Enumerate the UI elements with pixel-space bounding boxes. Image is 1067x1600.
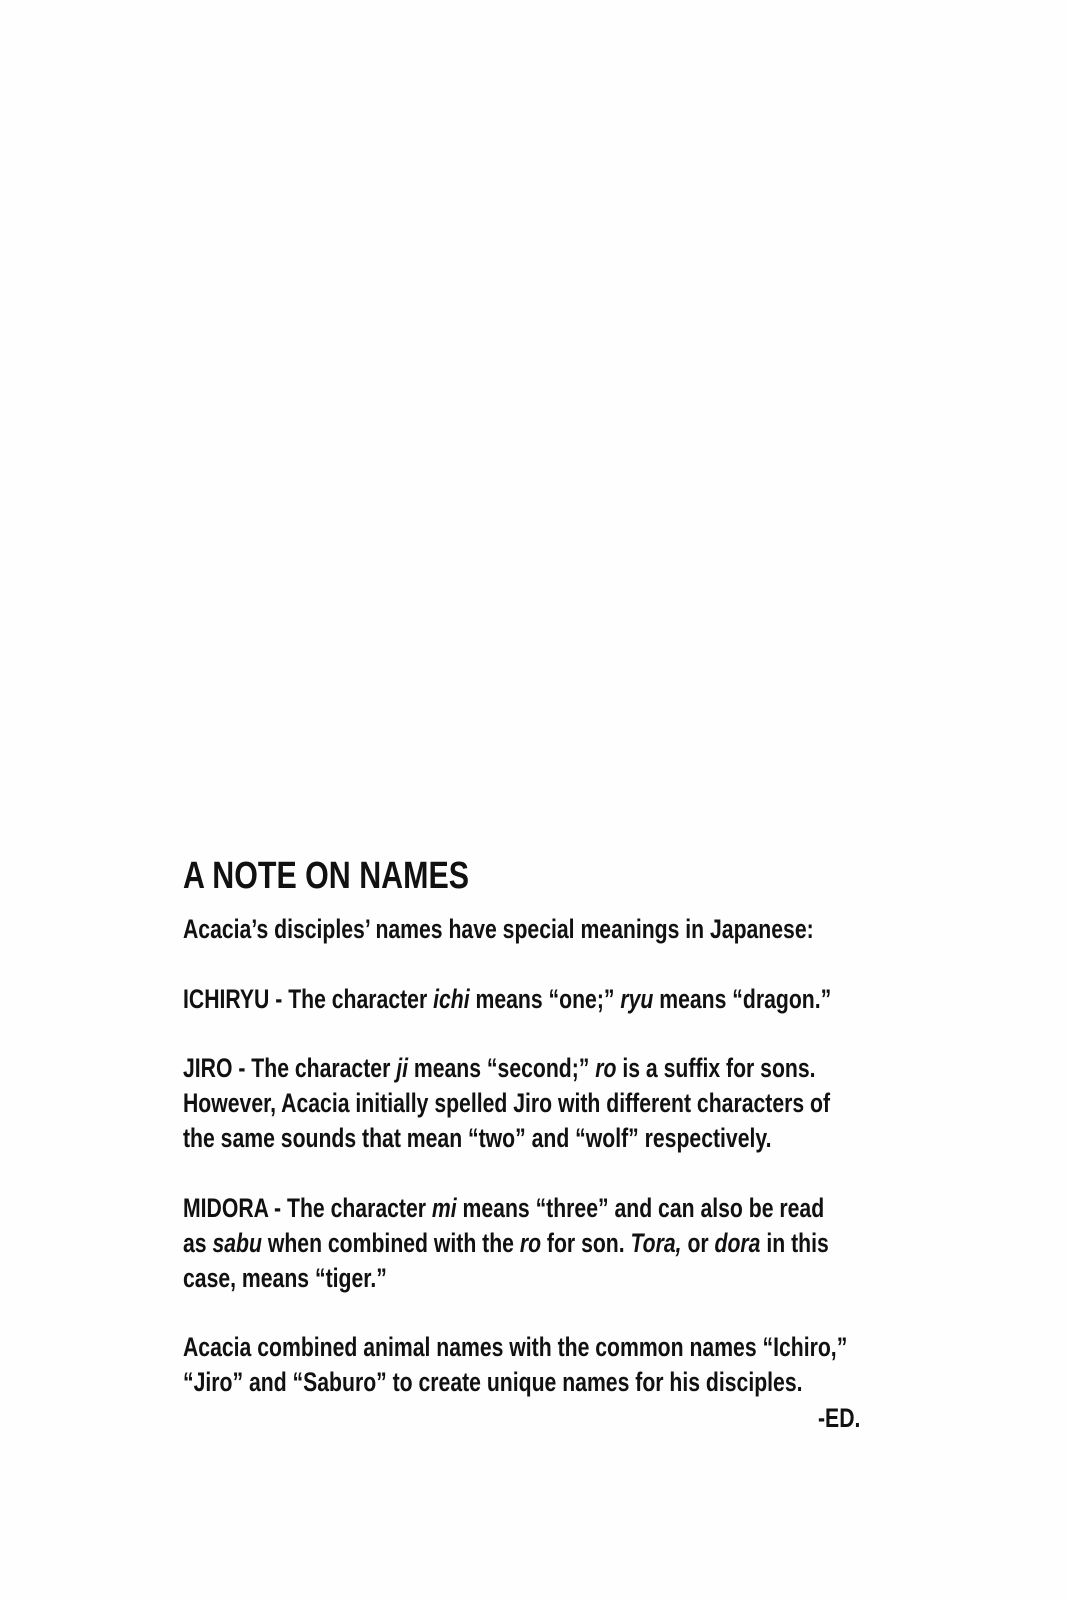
text-segment: as: [183, 1228, 213, 1258]
text-segment: “Jiro” and “Saburo” to create unique names for his disciples.: [183, 1367, 803, 1397]
text-segment: for son.: [541, 1228, 631, 1258]
text-segment: or: [681, 1228, 715, 1258]
italic-term: ichi: [433, 984, 470, 1014]
text-line: [183, 1051, 816, 1085]
text-line: [183, 1365, 803, 1399]
page-title: A NOTE ON NAMES: [183, 855, 469, 897]
text-segment: means “three” and can also be read: [456, 1193, 825, 1223]
italic-term: sabu: [212, 1228, 262, 1258]
text-line: [183, 912, 814, 946]
text-line: [183, 1330, 847, 1364]
text-segment: case, means “tiger.”: [183, 1263, 387, 1293]
text-segment: means “second;”: [408, 1053, 596, 1083]
italic-term: ro: [595, 1053, 617, 1083]
text-segment: However, Acacia initially spelled Jiro with different characters of: [183, 1088, 831, 1118]
text-segment: MIDORA - The character: [183, 1193, 432, 1223]
text-line: [183, 1086, 830, 1120]
text-segment: the same sounds that mean “two” and “wolf” respectively.: [183, 1123, 772, 1153]
text-line: [183, 1261, 387, 1295]
text-segment: is a suffix for sons.: [616, 1053, 816, 1083]
text-line: [183, 1226, 829, 1260]
italic-term: ro: [519, 1228, 542, 1258]
text-segment: means “dragon.”: [653, 984, 832, 1014]
text-segment: in this: [760, 1228, 829, 1258]
text-line: [183, 1121, 771, 1155]
text-line: [183, 982, 831, 1016]
italic-term: mi: [431, 1193, 457, 1223]
text-segment: ICHIRYU - The character: [183, 984, 434, 1014]
italic-term: ji: [396, 1053, 409, 1083]
text-segment: JIRO - The character: [183, 1053, 397, 1083]
italic-term: ryu: [620, 984, 654, 1014]
italic-term: dora: [714, 1228, 761, 1258]
text-segment: means “one;”: [469, 984, 621, 1014]
text-line: [183, 1191, 824, 1225]
italic-term: Tora,: [630, 1228, 682, 1258]
text-segment: when combined with the: [261, 1228, 520, 1258]
signature: -ED.: [818, 1403, 861, 1433]
text-segment: Acacia combined animal names with the common names “Ichiro,”: [183, 1332, 848, 1362]
text-segment: Acacia’s disciples’ names have special meanings in Japanese:: [183, 914, 814, 944]
